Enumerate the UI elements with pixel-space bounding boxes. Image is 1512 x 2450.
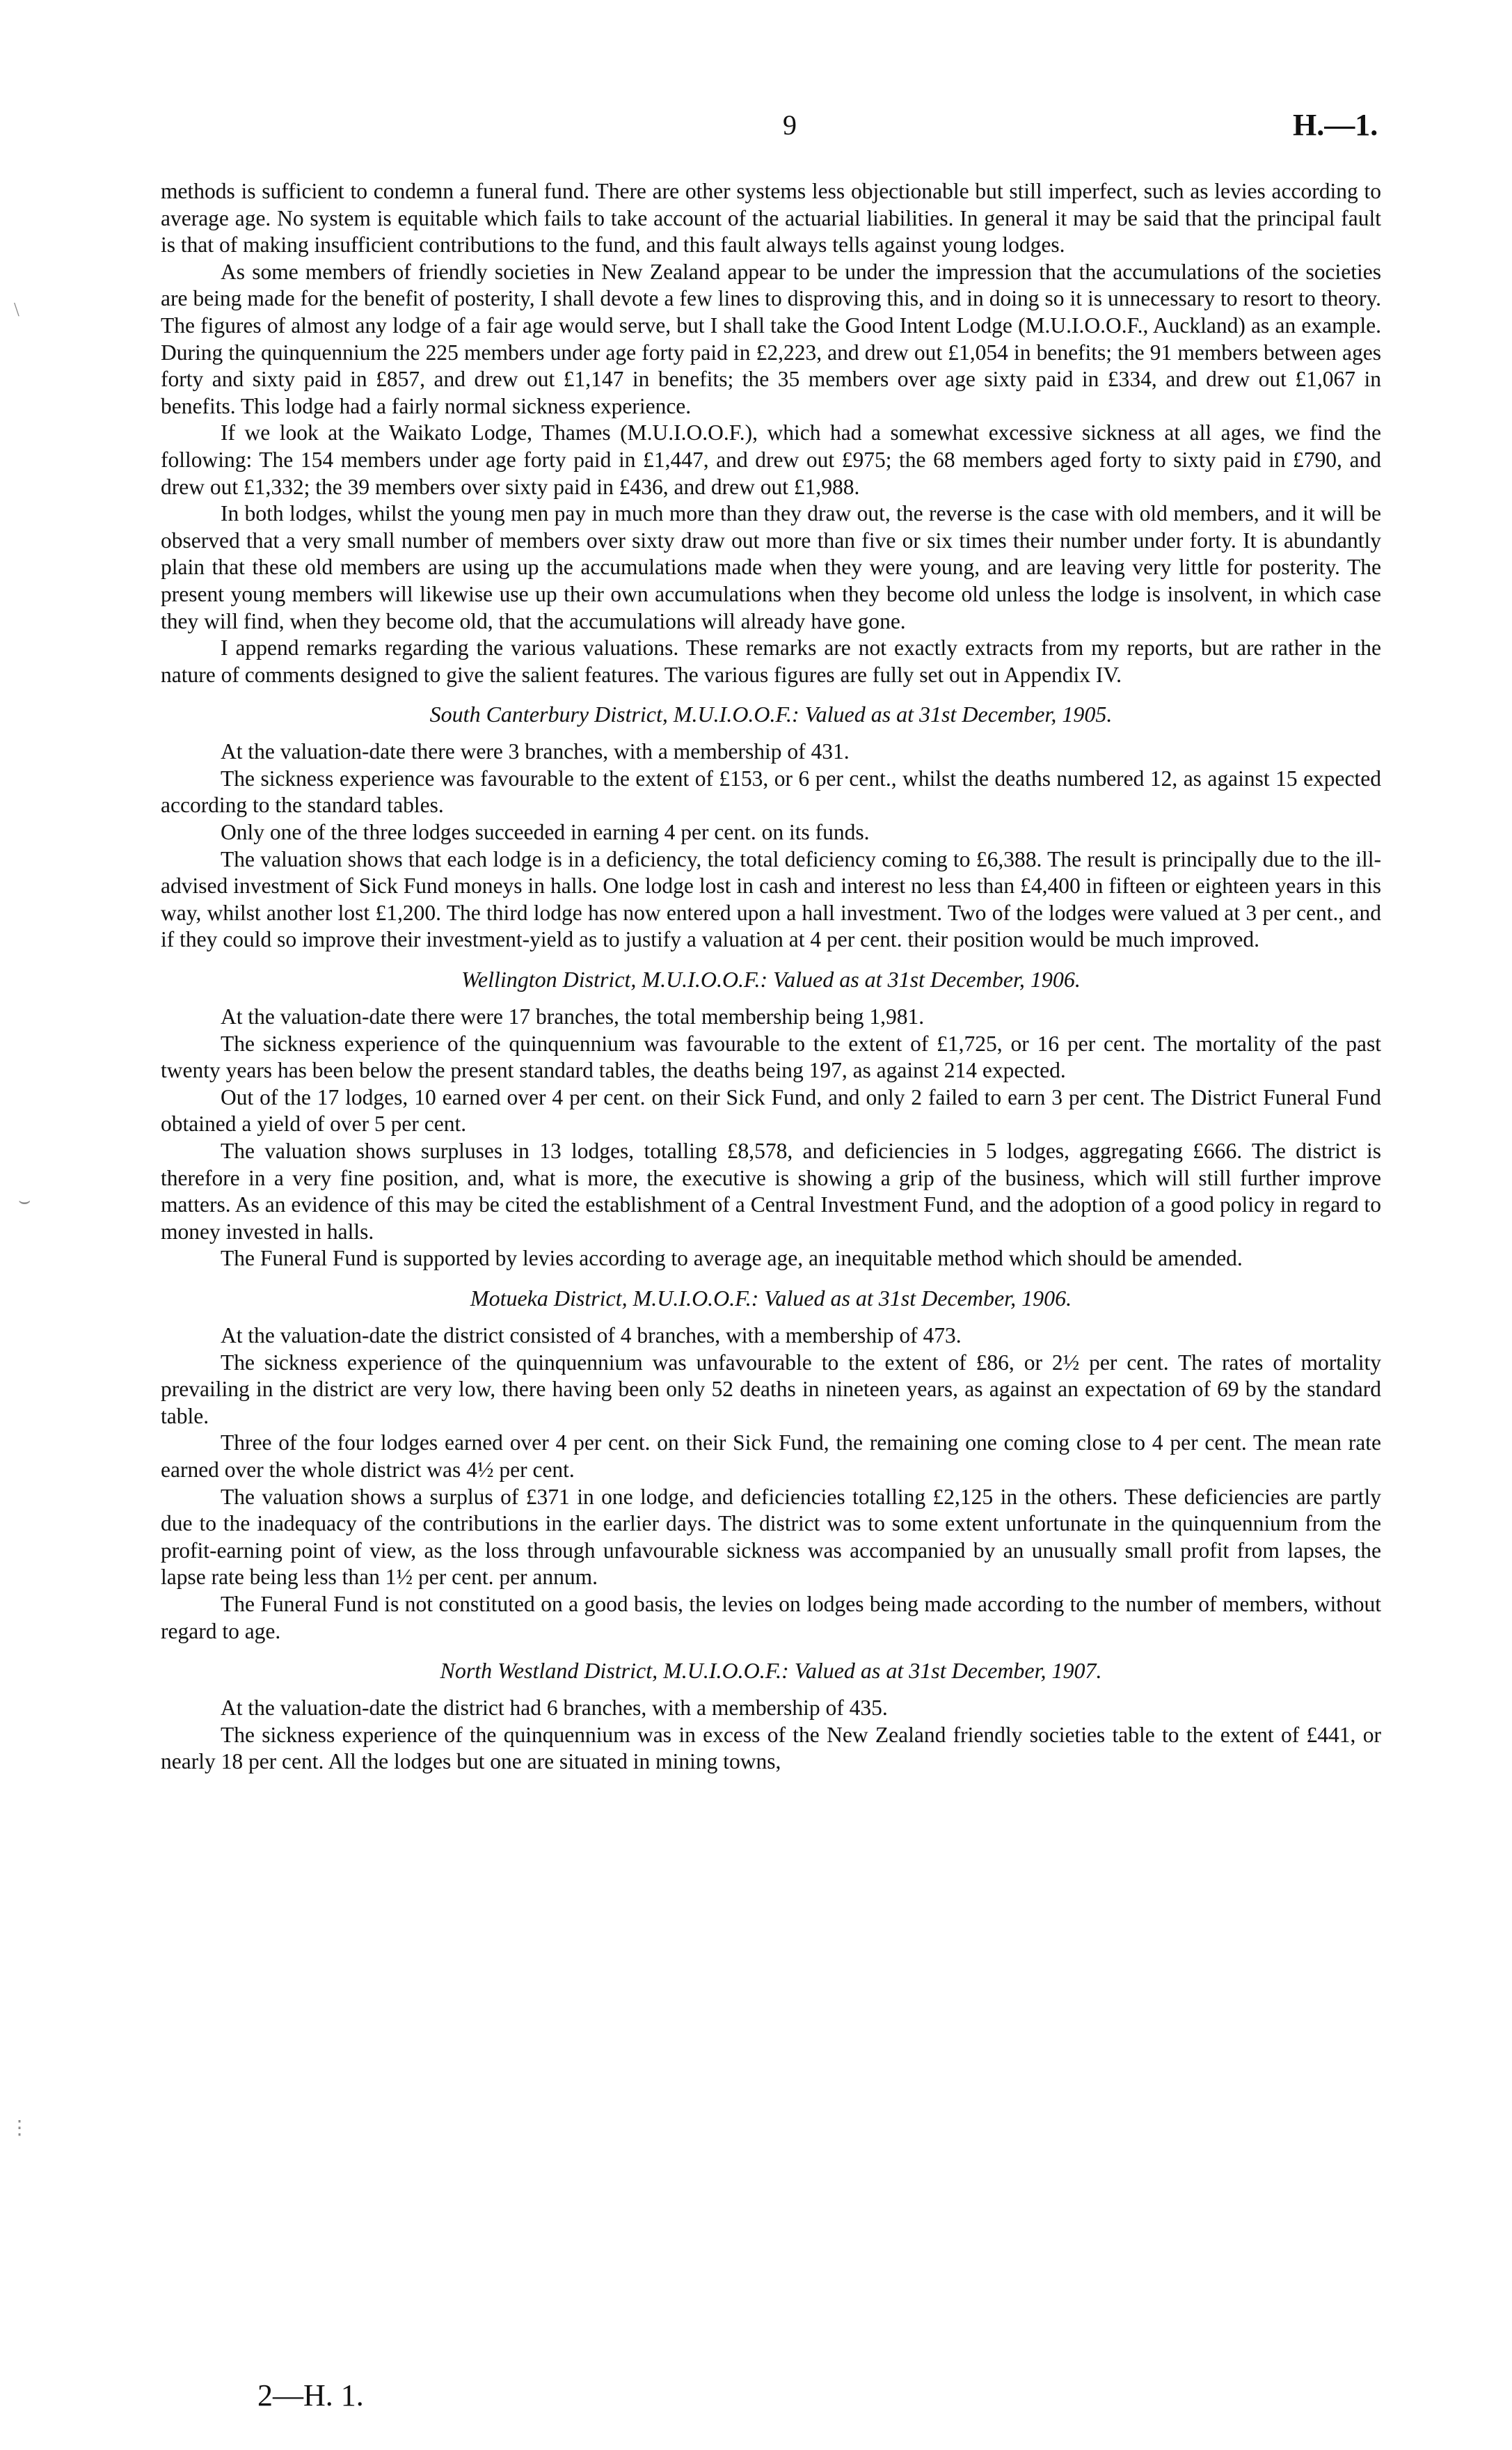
page-body [161,178,1381,1776]
section-paragraph: The valuation shows a surplus of £371 in one lodge, and deficiencies totalling £2,125 in the others. These deficiencies are partly due to the inadequacy of the contributions in the earlier days. The district was to some extent unfortunate in the quinquennium from the profit-earning point of view, as the loss through unfavourable sickness was accompanied by an unusually small profit from lapses, the lapse rate being less than 1½ per cent. per annum. [161,1484,1381,1590]
section-paragraph: At the valuation-date there were 17 branches, the total membership being 1,981. [221,1004,925,1029]
section-north-westland [161,1657,1381,1776]
section-paragraph: The valuation shows surpluses in 13 lodges, totalling £8,578, and deficiencies in 5 lodges, aggregating £666. The district is therefore in a very fine position, and, what is more, the executive is showing a grip of the business, which will still further improve matters. As an evidence of this may be cited the establishment of a Central Investment Fund, and the adoption of a good policy in regard to money invested in halls. [161,1139,1381,1244]
intro-paragraph: If we look at the Waikato Lodge, Thames (M.U.I.O.O.F.), which had a somewhat excessive sickness at all ages, we find the following: The 154 members under age forty paid in £1,447, and drew out £975; the 68 members aged forty to sixty paid in £790, and drew out £1,332; the 39 members over sixty paid in £436, and drew out £1,988. [161,420,1381,499]
margin-mark: ⌣ [18,1190,31,1212]
section-paragraph: The sickness experience was favourable to the extent of £153, or 6 per cent., whilst the deaths numbered 12, as against 15 expected according to the standard tables. [161,766,1381,818]
margin-mark: \ [14,299,19,321]
section-paragraph: Only one of the three lodges succeeded in earning 4 per cent. on its funds. [221,820,870,845]
section-motueka [161,1285,1381,1645]
section-paragraph: The valuation shows that each lodge is in a deficiency, the total deficiency coming to £6,388. The result is principally due to the ill-advised investment of Sick Fund moneys in halls. One lodge lost in cash and interest no less than £4,400 in fifteen or eighteen years in this way, whilst another lost £1,200. The third lodge has now entered upon a hall investment. Two of the lodges were valued at 3 per cent., and if they could so improve their investment-yield as to justify a valuation at 4 per cent. their position would be much improved. [161,846,1381,952]
margin-mark: ⋮ [10,2117,29,2139]
section-paragraph: The sickness experience of the quinquennium was unfavourable to the extent of £86, or 2½ per cent. The rates of mortality prevailing in the district are very low, there having been only 52 deaths in nineteen years, as against an expectation of 69 by the standard table. [161,1350,1381,1428]
section-paragraph: The Funeral Fund is supported by levies according to average age, an inequitable method which should be amended. [221,1246,1243,1271]
intro-paragraph: methods is sufficient to condemn a funeral fund. There are other systems less objectionable but still imperfect, such as levies according to average age. No system is equitable which fails to take account of the actuarial liabilities. In general it may be said that the principal fault is that of making insufficient contributions to the fund, and this fault always tells against young lodges. [161,179,1381,258]
intro-paragraph: As some members of friendly societies in New Zealand appear to be under the impression that the accumulations of the societies are being made for the benefit of posterity, I shall devote a few lines to disproving this, and in doing so it is unnecessary to resort to theory. The figures of almost any lodge of a fair age would serve, but I shall take the Good Intent Lodge (M.U.I.O.O.F., Auckland) as an example. During the quinquennium the 225 members under age forty paid in £2,223, and drew out £1,054 in benefits; the 91 members between ages forty and sixty paid in £857, and drew out £1,147 in benefits; the 35 members over age sixty paid in £334, and drew out £1,067 in benefits. This lodge had a fairly normal sickness experience. [161,259,1381,418]
section-paragraph: The Funeral Fund is not constituted on a good basis, the levies on lodges being made according to the number of members, without regard to age. [161,1591,1381,1643]
section-heading: Wellington District, M.U.I.O.O.F.: Valued as at 31st December, 1906. [461,967,1081,993]
section-heading: South Canterbury District, M.U.I.O.O.F.: Valued as at 31st December, 1905. [429,702,1113,727]
section-paragraph: The sickness experience of the quinquennium was favourable to the extent of £1,725, or 16 per cent. The mortality of the past twenty years has been below the present standard tables, the deaths being 197, as against 214 expected. [161,1031,1381,1083]
section-paragraph: Three of the four lodges earned over 4 per cent. on their Sick Fund, the remaining one coming close to 4 per cent. The mean rate earned over the whole district was 4½ per cent. [161,1430,1381,1482]
section-paragraph: At the valuation-date the district had 6 branches, with a membership of 435. [221,1696,888,1721]
signature-mark: 2—H. 1. [257,2378,364,2412]
document-code: H.—1. [1293,108,1378,142]
page-number: 9 [783,109,797,141]
section-paragraph: Out of the 17 lodges, 10 earned over 4 per cent. on their Sick Fund, and only 2 failed to earn 3 per cent. The District Funeral Fund obtained a yield of over 5 per cent. [161,1084,1381,1137]
section-paragraph: At the valuation-date there were 3 branches, with a membership of 431. [221,739,850,764]
section-paragraph: At the valuation-date the district consisted of 4 branches, with a membership of 473. [221,1322,962,1348]
intro-paragraph: In both lodges, whilst the young men pay in much more than they draw out, the reverse is the case with old members, and it will be observed that a very small number of members over sixty draw out more than five or six times their number under forty. It is abundantly plain that these old members are using up the accumulations made when they were young, and are leaving very little for posterity. The present young members will likewise use up their own accumulations when they become old unless the lodge is insolvent, in which case they will find, when they become old, that the accumulations will already have gone. [161,501,1381,633]
section-heading: North Westland District, M.U.I.O.O.F.: Valued as at 31st December, 1907. [440,1658,1102,1684]
section-wellington [161,966,1381,1272]
section-heading: Motueka District, M.U.I.O.O.F.: Valued as at 31st December, 1906. [470,1285,1072,1311]
intro-paragraph: I append remarks regarding the various valuations. These remarks are not exactly extracts from my reports, but are rather in the nature of comments designed to give the salient features. The various figures are fully set out in Appendix IV. [161,635,1381,687]
section-south-canterbury [161,701,1381,954]
section-paragraph: The sickness experience of the quinquennium was in excess of the New Zealand friendly societies table to the extent of £441, or nearly 18 per cent. All the lodges but one are situated in mining towns, [161,1722,1381,1774]
